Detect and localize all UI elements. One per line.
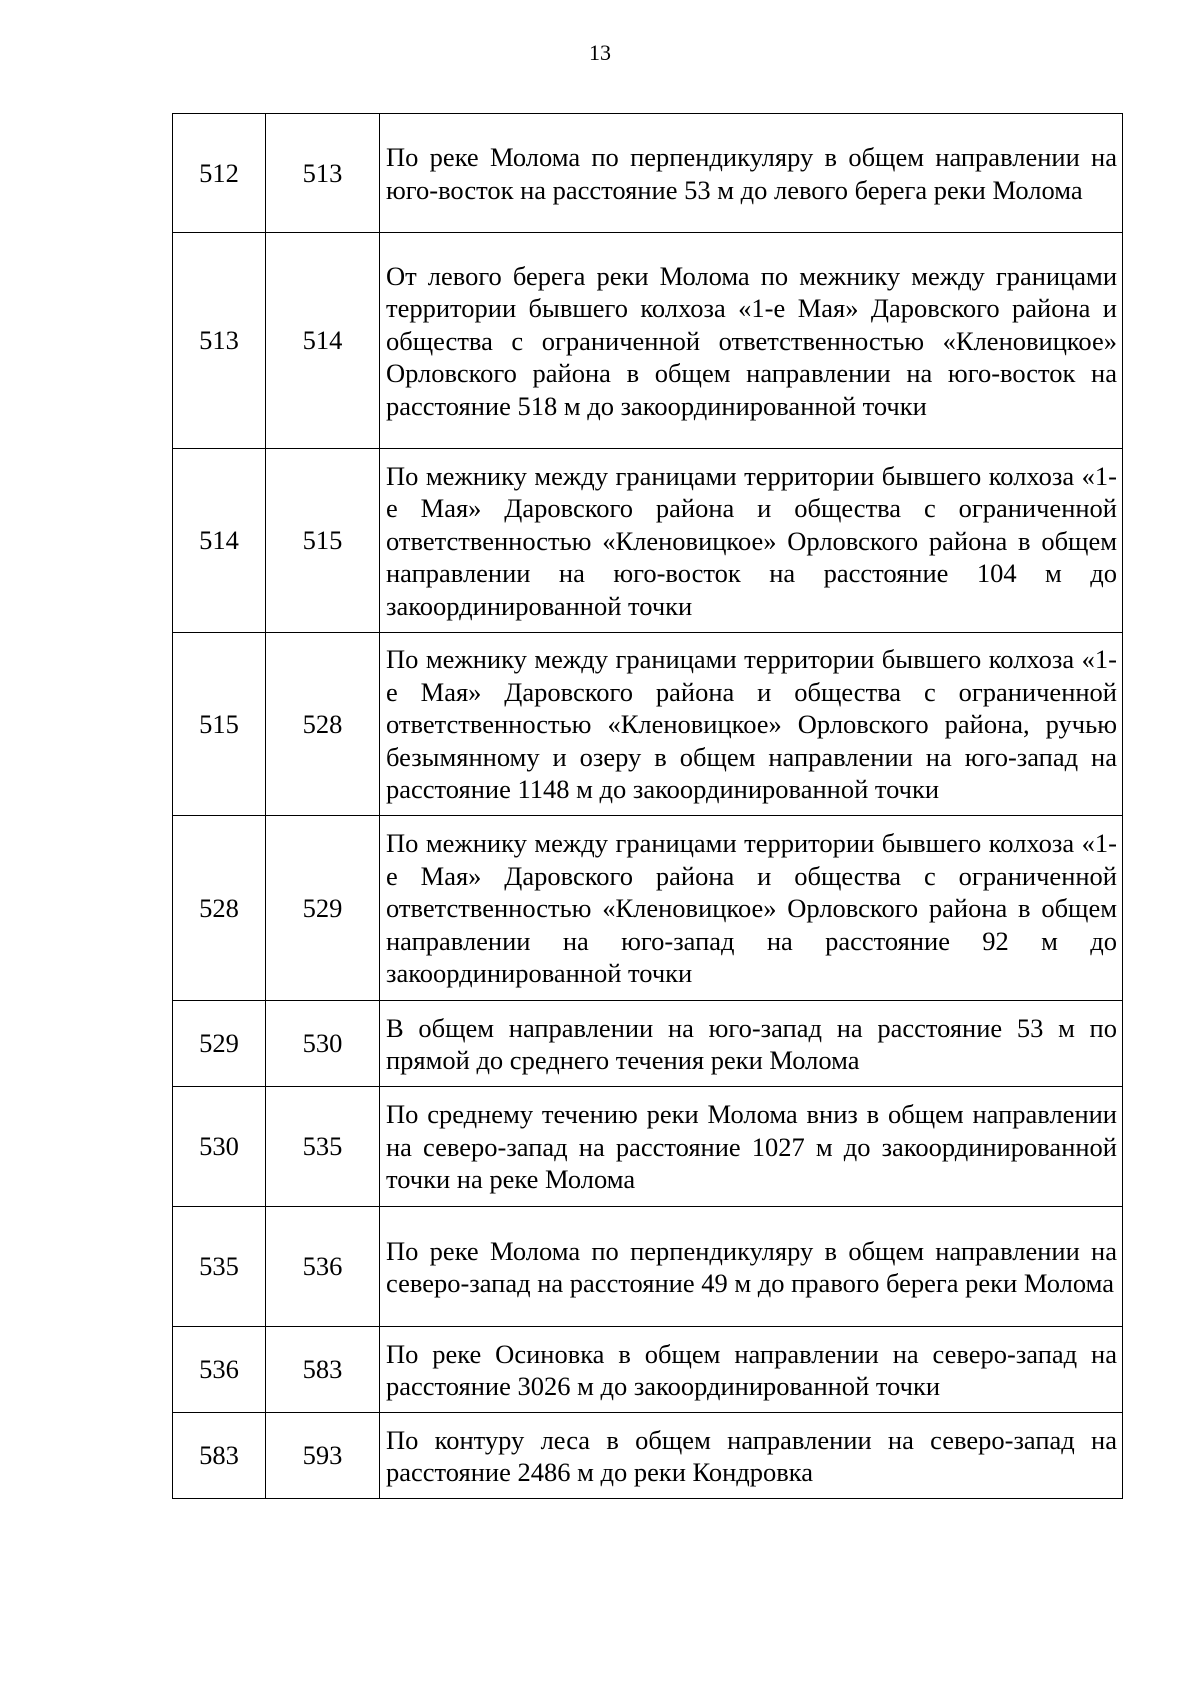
from-point-cell: 535 [173, 1207, 266, 1327]
from-point-cell: 583 [173, 1413, 266, 1499]
from-point-cell: 512 [173, 114, 266, 233]
to-point-cell: 593 [266, 1413, 380, 1499]
description-cell: По контуру леса в общем направлении на северо-запад на расстояние 2486 м до реки Кондровка [380, 1413, 1123, 1499]
table-row [173, 1087, 1123, 1207]
table-row [173, 1413, 1123, 1499]
to-point-cell: 583 [266, 1327, 380, 1413]
table-row [173, 449, 1123, 633]
description-cell: По межнику между границами территории бывшего колхоза «1-е Мая» Даровского района и общества с ограниченной ответственностью «Кленовицкое» Орловского района в общем направлении на юго-восток на расстояние 104 м до закоординированной точки [380, 449, 1123, 633]
from-point-cell: 528 [173, 816, 266, 1001]
table-row [173, 1207, 1123, 1327]
from-point-cell: 536 [173, 1327, 266, 1413]
description-cell: По среднему течению реки Молома вниз в общем направлении на северо-запад на расстояние 1027 м до закоординированной точки на реке Молома [380, 1087, 1123, 1207]
table-row [173, 1001, 1123, 1087]
description-cell: От левого берега реки Молома по межнику между границами территории бывшего колхоза «1-е Мая» Даровского района и общества с ограниченной ответственностью «Кленовицкое» Орловского района в общем направлении на юго-восток на расстояние 518 м до закоординированной точки [380, 233, 1123, 449]
to-point-cell: 514 [266, 233, 380, 449]
from-point-cell: 530 [173, 1087, 266, 1207]
description-cell: По межнику между границами территории бывшего колхоза «1-е Мая» Даровского района и общества с ограниченной ответственностью «Кленовицкое» Орловского района в общем направлении на юго-запад на расстояние 92 м до закоординированной точки [380, 816, 1123, 1001]
page-number: 13 [589, 40, 611, 65]
description-cell: По реке Молома по перпендикуляру в общем направлении на северо-запад на расстояние 49 м до правого берега реки Молома [380, 1207, 1123, 1327]
from-point-cell: 515 [173, 633, 266, 816]
to-point-cell: 536 [266, 1207, 380, 1327]
table-row [173, 633, 1123, 816]
table-row [173, 114, 1123, 233]
to-point-cell: 528 [266, 633, 380, 816]
to-point-cell: 529 [266, 816, 380, 1001]
to-point-cell: 515 [266, 449, 380, 633]
table-row [173, 816, 1123, 1001]
from-point-cell: 529 [173, 1001, 266, 1087]
description-cell: По межнику между границами территории бывшего колхоза «1-е Мая» Даровского района и общества с ограниченной ответственностью «Кленовицкое» Орловского района, ручью безымянному и озеру в общем направлении на юго-запад на расстояние 1148 м до закоординированной точки [380, 633, 1123, 816]
to-point-cell: 535 [266, 1087, 380, 1207]
boundary-description-table [172, 113, 1123, 1499]
description-cell: По реке Осиновка в общем направлении на северо-запад на расстояние 3026 м до закоординированной точки [380, 1327, 1123, 1413]
description-cell: По реке Молома по перпендикуляру в общем направлении на юго-восток на расстояние 53 м до левого берега реки Молома [380, 114, 1123, 233]
to-point-cell: 513 [266, 114, 380, 233]
table-row [173, 233, 1123, 449]
to-point-cell: 530 [266, 1001, 380, 1087]
from-point-cell: 514 [173, 449, 266, 633]
description-cell: В общем направлении на юго-запад на расстояние 53 м по прямой до среднего течения реки Молома [380, 1001, 1123, 1087]
from-point-cell: 513 [173, 233, 266, 449]
table-row [173, 1327, 1123, 1413]
